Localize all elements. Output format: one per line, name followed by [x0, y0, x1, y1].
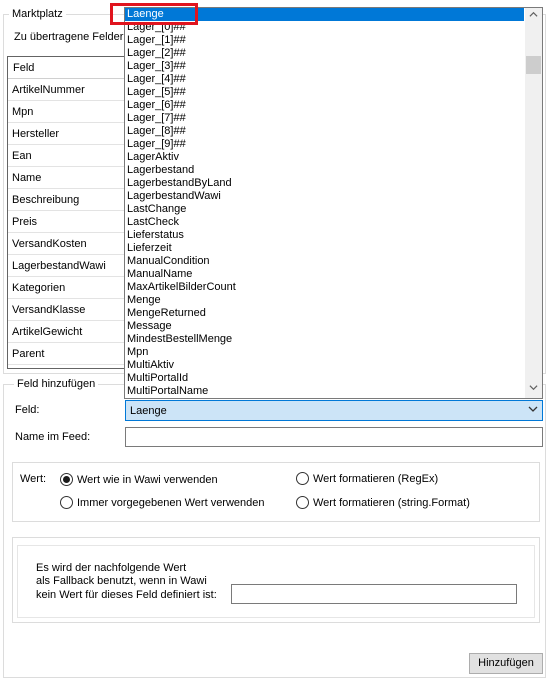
- dropdown-item[interactable]: Lager_[1]##: [127, 34, 186, 46]
- chevron-up-icon[interactable]: [525, 8, 542, 25]
- value-label: Wert:: [20, 473, 47, 485]
- field-table[interactable]: [7, 56, 125, 369]
- dropdown-item[interactable]: LagerbestandWawi: [127, 190, 221, 202]
- table-row[interactable]: ArtikelGewicht: [8, 321, 124, 343]
- radio-use-wawi-value-label[interactable]: Wert wie in Wawi verwenden: [77, 474, 218, 486]
- dropdown-items: [125, 8, 524, 398]
- table-row[interactable]: Beschreibung: [8, 189, 124, 211]
- feld-dropdown-list[interactable]: [124, 7, 543, 399]
- add-button[interactable]: Hinzufügen: [469, 653, 543, 674]
- table-row[interactable]: Hersteller: [8, 123, 124, 145]
- name-im-feed-input[interactable]: [125, 427, 543, 447]
- feld-combobox-value: Laenge: [130, 405, 167, 417]
- radio-format-string-label[interactable]: Wert formatieren (string.Format): [313, 497, 470, 509]
- dropdown-item[interactable]: Lieferzeit: [127, 242, 172, 254]
- dropdown-item[interactable]: Lager_[7]##: [127, 112, 186, 124]
- dropdown-item[interactable]: MultiPortalId: [127, 372, 189, 384]
- fallback-text-line3: kein Wert für dieses Feld definiert ist:: [36, 589, 217, 601]
- chevron-down-icon[interactable]: [528, 404, 538, 417]
- dropdown-item[interactable]: Lager_[3]##: [127, 60, 186, 72]
- chevron-down-icon[interactable]: [525, 381, 542, 398]
- radio-format-string[interactable]: [296, 496, 309, 509]
- dropdown-item[interactable]: LagerAktiv: [127, 151, 179, 163]
- add-field-group-title: Feld hinzufügen: [14, 378, 98, 391]
- table-row[interactable]: Kategorien: [8, 277, 124, 299]
- field-table-header[interactable]: Feld: [8, 57, 124, 79]
- table-row[interactable]: VersandKosten: [8, 233, 124, 255]
- dropdown-item[interactable]: Lager_[2]##: [127, 47, 186, 59]
- dropdown-item[interactable]: MindestBestellMenge: [127, 333, 233, 345]
- dropdown-item[interactable]: MaxArtikelBilderCount: [127, 281, 236, 293]
- dropdown-item[interactable]: Mpn: [127, 346, 149, 358]
- field-table-rows: [8, 79, 124, 365]
- table-row[interactable]: Preis: [8, 211, 124, 233]
- fallback-value-input[interactable]: [231, 584, 517, 604]
- table-row[interactable]: Mpn: [8, 101, 124, 123]
- radio-format-regex[interactable]: [296, 472, 309, 485]
- feld-label: Feld:: [15, 404, 40, 416]
- dropdown-item[interactable]: Lieferstatus: [127, 229, 184, 241]
- marketplace-group-title: Marktplatz: [9, 8, 66, 21]
- dropdown-item[interactable]: Lager_[8]##: [127, 125, 186, 137]
- dropdown-item[interactable]: MultiPortalName: [127, 385, 209, 397]
- table-row[interactable]: Name: [8, 167, 124, 189]
- dropdown-item[interactable]: ManualCondition: [127, 255, 210, 267]
- dropdown-scroll-thumb[interactable]: [526, 56, 541, 74]
- dropdown-item[interactable]: Lager_[4]##: [127, 73, 186, 85]
- table-row[interactable]: Parent: [8, 343, 124, 365]
- transfer-fields-label: Zu übertragene Felder: [14, 31, 124, 43]
- name-im-feed-label: Name im Feed:: [15, 431, 91, 443]
- feld-combobox[interactable]: [125, 400, 543, 421]
- dropdown-item[interactable]: Lager_[9]##: [127, 138, 186, 150]
- dropdown-item[interactable]: LastCheck: [127, 216, 179, 228]
- dropdown-item[interactable]: Lager_[0]##: [127, 21, 186, 33]
- radio-always-fixed-value[interactable]: [60, 496, 73, 509]
- dropdown-item[interactable]: Message: [127, 320, 172, 332]
- dropdown-item[interactable]: Lagerbestand: [127, 164, 195, 176]
- radio-use-wawi-value[interactable]: [60, 473, 73, 486]
- radio-format-regex-label[interactable]: Wert formatieren (RegEx): [313, 473, 439, 485]
- table-row[interactable]: LagerbestandWawi: [8, 255, 124, 277]
- dropdown-item[interactable]: LastChange: [127, 203, 187, 215]
- radio-always-fixed-value-label[interactable]: Immer vorgegebenen Wert verwenden: [77, 497, 265, 509]
- table-row[interactable]: Ean: [8, 145, 124, 167]
- dropdown-item[interactable]: Menge: [127, 294, 161, 306]
- dropdown-item[interactable]: Laenge: [125, 8, 524, 21]
- dropdown-item[interactable]: MengeReturned: [127, 307, 206, 319]
- dropdown-scrollbar[interactable]: [525, 8, 542, 398]
- dropdown-item[interactable]: MultiAktiv: [127, 359, 175, 371]
- dropdown-item[interactable]: ManualName: [127, 268, 193, 280]
- table-row[interactable]: VersandKlasse: [8, 299, 124, 321]
- value-group: [12, 462, 540, 522]
- selection-highlight-box: [110, 3, 198, 25]
- dropdown-item[interactable]: LagerbestandByLand: [127, 177, 232, 189]
- fallback-text-line2: als Fallback benutzt, wenn in Wawi: [36, 575, 207, 587]
- dropdown-item[interactable]: Lager_[6]##: [127, 99, 186, 111]
- table-row[interactable]: ArtikelNummer: [8, 79, 124, 101]
- fallback-text-line1: Es wird der nachfolgende Wert: [36, 562, 187, 574]
- dropdown-item[interactable]: Lager_[5]##: [127, 86, 186, 98]
